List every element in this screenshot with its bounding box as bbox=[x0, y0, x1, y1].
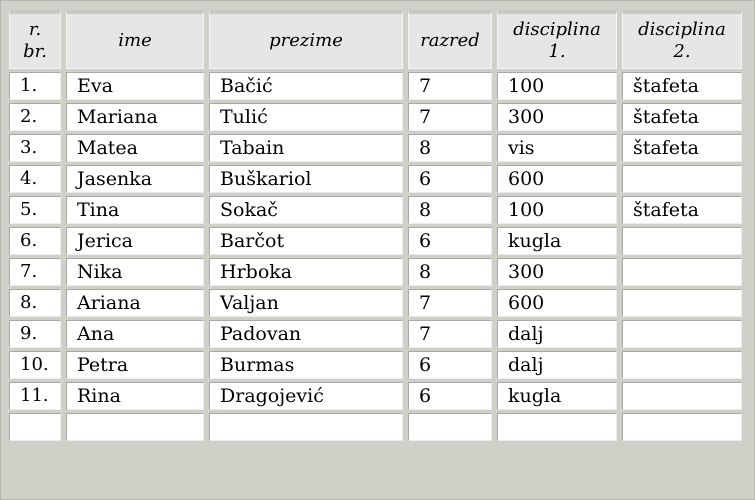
cell-last-name: Dragojević bbox=[209, 382, 403, 410]
header-discipline-2 bbox=[622, 10, 742, 69]
cell-first-name: Petra bbox=[66, 351, 204, 379]
table-row bbox=[9, 134, 742, 162]
table-row bbox=[9, 382, 742, 410]
cell-discipline-2: štafeta bbox=[622, 72, 742, 100]
cell-number bbox=[9, 413, 61, 441]
table-row bbox=[9, 289, 742, 317]
cell-discipline-1: 600 bbox=[497, 289, 617, 317]
table-body bbox=[9, 72, 742, 441]
cell-number: 3. bbox=[9, 134, 61, 162]
cell-last-name: Burmas bbox=[209, 351, 403, 379]
cell-number: 5. bbox=[9, 196, 61, 224]
cell-grade: 6 bbox=[408, 227, 492, 255]
table-row bbox=[9, 196, 742, 224]
cell-first-name: Matea bbox=[66, 134, 204, 162]
cell-discipline-2 bbox=[622, 320, 742, 348]
cell-grade: 7 bbox=[408, 103, 492, 131]
cell-first-name: Rina bbox=[66, 382, 204, 410]
cell-grade bbox=[408, 413, 492, 441]
cell-discipline-1: vis bbox=[497, 134, 617, 162]
cell-discipline-2 bbox=[622, 258, 742, 286]
cell-grade: 8 bbox=[408, 258, 492, 286]
cell-discipline-1: dalj bbox=[497, 320, 617, 348]
cell-grade: 6 bbox=[408, 165, 492, 193]
cell-last-name: Sokač bbox=[209, 196, 403, 224]
cell-last-name bbox=[209, 413, 403, 441]
table-row bbox=[9, 413, 742, 441]
cell-discipline-1: 300 bbox=[497, 103, 617, 131]
cell-discipline-2: štafeta bbox=[622, 134, 742, 162]
cell-first-name: Nika bbox=[66, 258, 204, 286]
cell-discipline-1: 100 bbox=[497, 196, 617, 224]
cell-first-name bbox=[66, 413, 204, 441]
cell-number: 1. bbox=[9, 72, 61, 100]
cell-discipline-1: 100 bbox=[497, 72, 617, 100]
cell-discipline-1: kugla bbox=[497, 382, 617, 410]
table-row bbox=[9, 351, 742, 379]
cell-number: 7. bbox=[9, 258, 61, 286]
cell-first-name: Eva bbox=[66, 72, 204, 100]
cell-last-name: Valjan bbox=[209, 289, 403, 317]
cell-discipline-1: 300 bbox=[497, 258, 617, 286]
cell-last-name: Padovan bbox=[209, 320, 403, 348]
cell-last-name: Tulić bbox=[209, 103, 403, 131]
header-row bbox=[9, 10, 742, 69]
cell-grade: 8 bbox=[408, 196, 492, 224]
header-discipline-1-line-1: disciplina bbox=[513, 19, 601, 40]
header-discipline-2-line-1: disciplina bbox=[638, 19, 726, 40]
table-row bbox=[9, 227, 742, 255]
cell-discipline-1: kugla bbox=[497, 227, 617, 255]
cell-last-name: Barčot bbox=[209, 227, 403, 255]
cell-first-name: Jasenka bbox=[66, 165, 204, 193]
cell-discipline-1: 600 bbox=[497, 165, 617, 193]
cell-number: 11. bbox=[9, 382, 61, 410]
cell-last-name: Buškariol bbox=[209, 165, 403, 193]
header-grade bbox=[408, 10, 492, 69]
cell-discipline-1: dalj bbox=[497, 351, 617, 379]
cell-discipline-2 bbox=[622, 165, 742, 193]
cell-discipline-2: štafeta bbox=[622, 103, 742, 131]
header-discipline-1 bbox=[497, 10, 617, 69]
cell-discipline-2: štafeta bbox=[622, 196, 742, 224]
cell-grade: 7 bbox=[408, 72, 492, 100]
cell-number: 9. bbox=[9, 320, 61, 348]
cell-discipline-1 bbox=[497, 413, 617, 441]
cell-number: 4. bbox=[9, 165, 61, 193]
table-row bbox=[9, 72, 742, 100]
header-first-name bbox=[66, 10, 204, 69]
table-row bbox=[9, 258, 742, 286]
header-number-line-1: r. bbox=[28, 19, 42, 40]
cell-first-name: Ariana bbox=[66, 289, 204, 317]
cell-first-name: Tina bbox=[66, 196, 204, 224]
cell-number: 6. bbox=[9, 227, 61, 255]
cell-discipline-2 bbox=[622, 351, 742, 379]
cell-discipline-2 bbox=[622, 227, 742, 255]
cell-number: 8. bbox=[9, 289, 61, 317]
cell-first-name: Mariana bbox=[66, 103, 204, 131]
cell-grade: 7 bbox=[408, 320, 492, 348]
cell-grade: 8 bbox=[408, 134, 492, 162]
table-row bbox=[9, 165, 742, 193]
cell-grade: 6 bbox=[408, 351, 492, 379]
cell-last-name: Bačić bbox=[209, 72, 403, 100]
header-last-name bbox=[209, 10, 403, 69]
cell-last-name: Hrboka bbox=[209, 258, 403, 286]
cell-first-name: Ana bbox=[66, 320, 204, 348]
table-row bbox=[9, 320, 742, 348]
header-last-name-label: prezime bbox=[269, 30, 343, 51]
cell-grade: 7 bbox=[408, 289, 492, 317]
header-number-line-2: br. bbox=[23, 41, 47, 62]
header-discipline-2-line-2: 2. bbox=[673, 41, 691, 62]
cell-discipline-2 bbox=[622, 413, 742, 441]
cell-discipline-2 bbox=[622, 382, 742, 410]
cell-number: 10. bbox=[9, 351, 61, 379]
header-grade-label: razred bbox=[420, 30, 480, 51]
cell-number: 2. bbox=[9, 103, 61, 131]
cell-last-name: Tabain bbox=[209, 134, 403, 162]
cell-discipline-2 bbox=[622, 289, 742, 317]
athletes-table bbox=[4, 7, 747, 444]
table-row bbox=[9, 103, 742, 131]
header-number bbox=[9, 10, 61, 69]
cell-grade: 6 bbox=[408, 382, 492, 410]
cell-first-name: Jerica bbox=[66, 227, 204, 255]
header-first-name-label: ime bbox=[118, 30, 152, 51]
header-discipline-1-line-2: 1. bbox=[548, 41, 566, 62]
